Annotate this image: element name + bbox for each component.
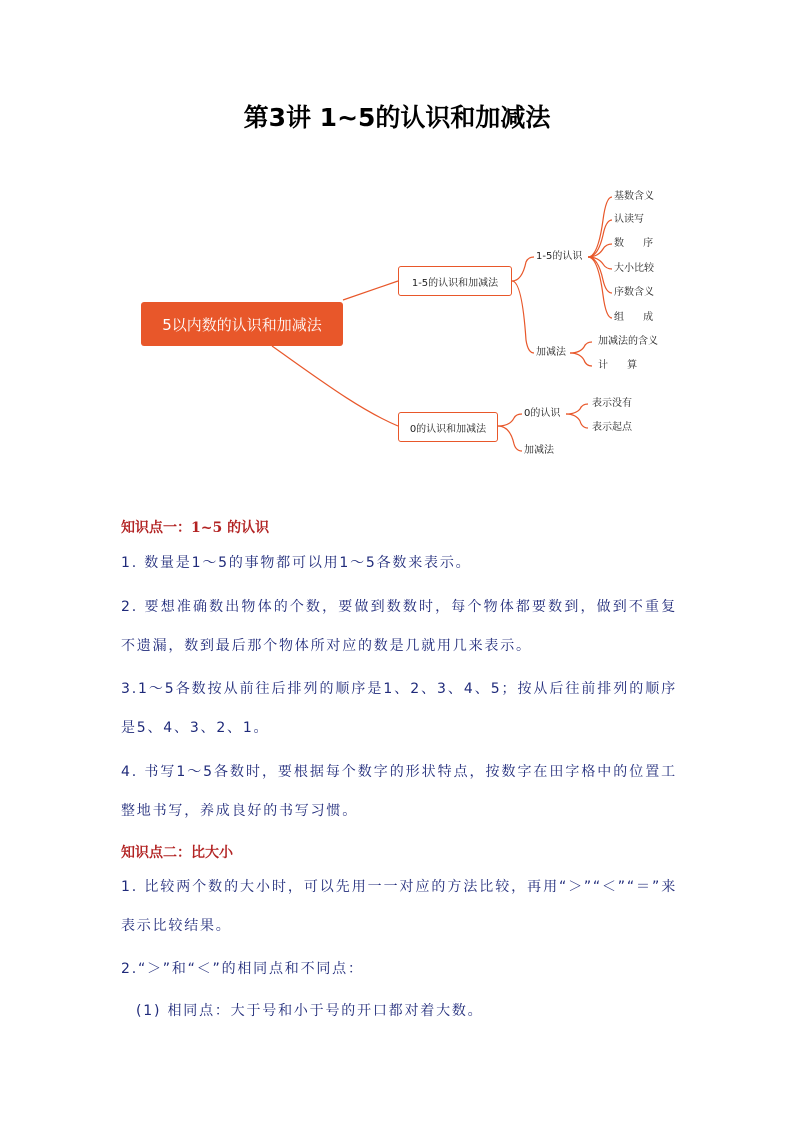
mindmap-sub-1-5-recognition: 1-5的认识: [536, 251, 583, 262]
mindmap-leaf: 认读写: [614, 214, 644, 225]
section-1-paragraph-1: 1. 数量是1～5的事物都可以用1～5各数来表示。: [121, 555, 472, 571]
section-1-paragraph-4: 4. 书写1～5各数时，要根据每个数字的形状特点，按数字在田字格中的位置工整地书写，养成良好的书写习惯。: [121, 764, 677, 819]
section-2-paragraph-1: 1. 比较两个数的大小时，可以先用一一对应的方法比较，再用“＞”“＜”“＝”来表示比较结果。: [121, 879, 677, 934]
section-2-heading: 知识点二：比大小: [121, 845, 233, 861]
mindmap-root-node: 5以内数的认识和加减法: [141, 302, 343, 346]
section-1-paragraph-3: 3.1～5各数按从前往后排列的顺序是1、2、3、4、5；按从后往前排列的顺序是5、4、3、2、1。: [121, 681, 677, 736]
mindmap-sub-addsub: 加减法: [536, 347, 566, 358]
mindmap-branch-0: 0的认识和加减法: [398, 412, 498, 442]
mindmap-sub-0-recognition: 0的认识: [524, 408, 561, 419]
page-title: 第3讲 1~5的认识和加减法: [243, 103, 551, 132]
mindmap-sub-0-addsub: 加减法: [524, 445, 554, 456]
section-1-paragraph-2: 2. 要想准确数出物体的个数，要做到数数时，每个物体都要数到，做到不重复不遗漏，数到最后那个物体所对应的数是几就用几来表示。: [121, 599, 677, 654]
mindmap-leaf: 表示没有: [592, 398, 632, 409]
mindmap-leaf: 组 成: [614, 312, 654, 323]
mindmap-branch-1-5: 1-5的认识和加减法: [398, 266, 512, 296]
section-1-heading: 知识点一：1~5 的认识: [121, 520, 270, 536]
section-2-paragraph-2: 2.“＞”和“＜”的相同点和不同点：: [121, 961, 364, 977]
mindmap-leaf: 基数含义: [614, 191, 654, 202]
mindmap-leaf: 加减法的含义: [598, 336, 658, 347]
mindmap-leaf: 序数含义: [614, 287, 654, 298]
mindmap-leaf: 大小比较: [614, 263, 654, 274]
mindmap-leaf: 计 算: [598, 360, 638, 371]
section-2-paragraph-3: (1) 相同点：大于号和小于号的开口都对着大数。: [136, 1003, 484, 1019]
mindmap-leaf: 表示起点: [592, 422, 632, 433]
mindmap-leaf: 数 序: [614, 238, 654, 249]
